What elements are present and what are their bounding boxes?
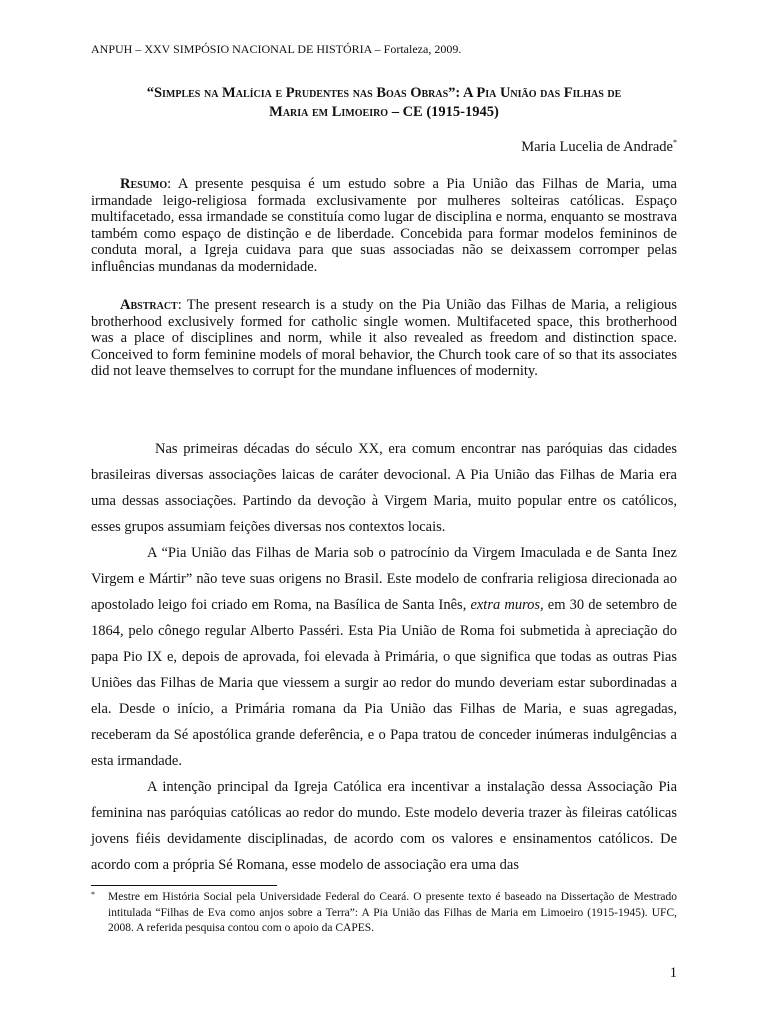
- paragraph-2-italic: extra muros,: [470, 597, 544, 613]
- author-line: [521, 138, 677, 156]
- abstract-block: [91, 297, 677, 380]
- resumo-text: : A presente pesquisa é um estudo sobre a Pia União das Filhas de Maria, uma irmandade leigo-religiosa formada exclusivamente por mulheres solteiras católicas. Espaço multifacetado, essa irmandade se constituía como lugar de disciplina e norma, enquanto se mostrava também como espaço de distinção e de liberdade. Concebida para formar modelos femininos de conduta moral, a Igreja cuidava para que suas associadas não se deixassem corromper pelas influências mundanas da modernidade.: [91, 176, 677, 275]
- abstract-label: Abstract: [120, 297, 178, 313]
- abstract-text: : The present research is a study on the Pia União das Filhas de Maria, a religious brotherhood exclusively formed for catholic single women. Multifaceted space, this brotherhood was a place of disciplines and norm, while it also revealed as freedom and distinction space. Conceived to form feminine models of moral behavior, the Church took care of so that its associates did not leave themselves to corrupt for the mundane influences of modernity.: [91, 297, 677, 380]
- paragraph-2-part-b: em 30 de setembro de 1864, pelo cônego regular Alberto Passéri. Esta Pia União de Roma foi submetida à apreciação do papa Pio IX e, depois de aprovada, foi elevada à Primária, o que significa que todas as outras Pias Uniões das Filhas de Maria que viessem a surgir ao redor do mundo deveriam estar subordinadas a ela. Desde o início, a Primária romana da Pia União das Filhas de Maria, e suas agregadas, receberam da Sé apostólica grande deferência, e o Papa tratou de conceder inúmeras indulgências a esta irmandade.: [91, 597, 677, 769]
- resumo-label: Resumo: [120, 176, 168, 192]
- title-line-1: “Simples na Malícia e Prudentes nas Boas Obras”: A Pia União das Filhas de: [146, 85, 622, 101]
- paragraph-2: [91, 540, 677, 774]
- resumo-block: [91, 176, 677, 276]
- footnote-text: Mestre em História Social pela Universidade Federal do Ceará. O presente texto é baseado na Dissertação de Mestrado intitulada “Filhas de Eva como anjos sobre a Terra”: A Pia União das Filhas de Maria em Limoeiro (1915-1945). UFC, 2008. A referida pesquisa contou com o apoio da CAPES.: [108, 891, 677, 934]
- footnote-separator: [91, 885, 277, 886]
- paragraph-2-part-a: A “Pia União das Filhas de Maria sob o patrocínio da Virgem Imaculada e de Santa Inez Virgem e Mártir” não teve suas origens no Brasil. Este modelo de confraria religiosa direcionada ao apostolado leigo foi criado em Roma, na Basílica de Santa Inês,: [91, 545, 677, 613]
- paragraph-3: A intenção principal da Igreja Católica era incentivar a instalação dessa Associação Pia feminina nas paróquias católicas ao redor do mundo. Este modelo deveria trazer às fileiras católicas jovens fiéis devidamente disciplinadas, de acordo com os valores e ensinamentos católicos. De acordo com a própria Sé Romana, esse modelo de associação era uma das: [91, 779, 677, 873]
- author-name: Maria Lucelia de Andrade: [521, 138, 673, 155]
- body-text: [91, 436, 677, 878]
- author-footnote-mark: *: [673, 138, 677, 147]
- footnote-mark: *: [91, 890, 95, 899]
- paragraph-1: Nas primeiras décadas do século XX, era comum encontrar nas paróquias das cidades brasileiras diversas associações laicas de caráter devocional. A Pia União das Filhas de Maria era uma dessas associações. Partindo da devoção à Virgem Maria, muito popular entre os católicos, esses grupos assumiam feições diversas nos contextos locais.: [91, 441, 677, 535]
- title-line-2: Maria em Limoeiro – CE (1915-1945): [269, 104, 499, 120]
- paper-title: [91, 84, 677, 122]
- running-head: ANPUH – XXV SIMPÓSIO NACIONAL DE HISTÓRIA – Fortaleza, 2009.: [91, 42, 462, 56]
- page-number: 1: [669, 965, 677, 981]
- footnote: [91, 890, 677, 937]
